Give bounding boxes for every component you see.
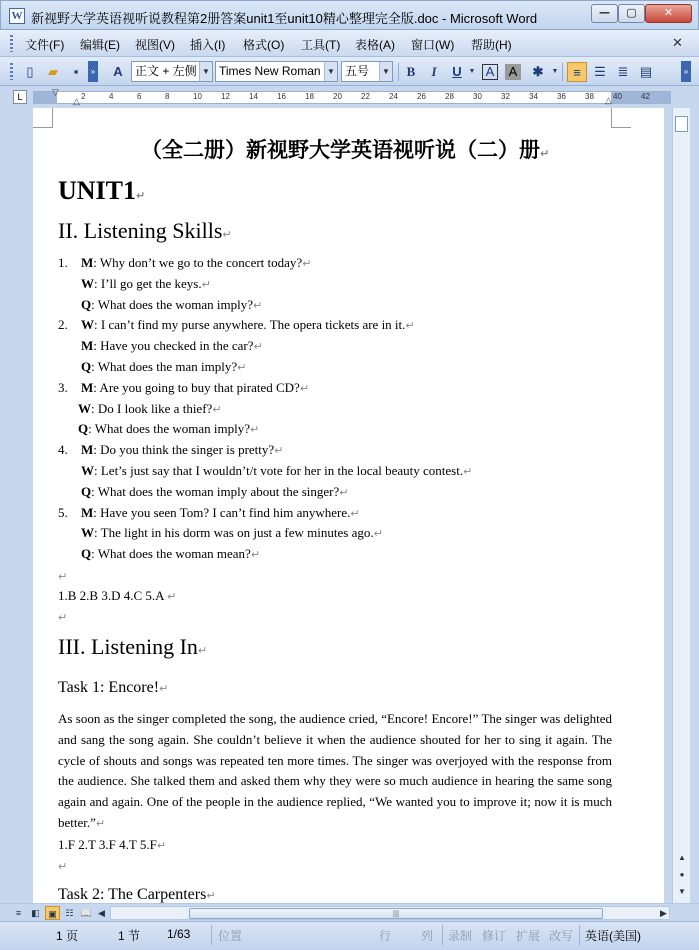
formatting-toolbar: [0, 57, 699, 86]
dialog-number: 5.: [58, 504, 68, 520]
dialog-text: : Do I look like a thief?: [91, 400, 213, 416]
speaker-label: M: [81, 504, 94, 520]
status-record[interactable]: 录制: [448, 929, 473, 943]
toolbar-overflow-chevron-icon[interactable]: »: [681, 61, 691, 82]
vertical-scroll-thumb[interactable]: [675, 116, 688, 132]
close-document-icon[interactable]: ✕: [672, 35, 683, 50]
listening-skills-heading: II. Listening Skills↵: [58, 218, 232, 243]
chevron-down-icon[interactable]: ▼: [199, 62, 212, 81]
maximize-button[interactable]: ▢: [618, 4, 645, 23]
dialog-line: Q: What does the woman imply?↵: [78, 421, 260, 437]
minimize-button[interactable]: —: [591, 4, 618, 23]
ruler-tick-label: 20: [333, 92, 342, 101]
underline-dropdown-icon[interactable]: ▼: [468, 68, 476, 75]
outline-view-icon[interactable]: ☷: [65, 908, 74, 918]
font-size-value: 五号: [345, 64, 370, 78]
status-line: 行: [379, 929, 392, 943]
title-bar[interactable]: [0, 0, 699, 30]
font-size-combobox[interactable]: [341, 61, 393, 82]
font-value: Times New Roman: [219, 64, 321, 78]
task1-heading: Task 1: Encore!↵: [58, 679, 169, 696]
dialog-line: W: The light in his dorm was on just a few minutes ago.↵: [81, 525, 383, 541]
dialog-line: Q: What does the man imply?↵: [81, 359, 247, 374]
empty-paragraph-mark: ↵: [58, 570, 68, 583]
dialog-number: 4.: [58, 442, 68, 458]
document-title: （全二册）新视野大学英语视听说（二）册↵: [141, 137, 550, 162]
horizontal-scrollbar[interactable]: [110, 906, 670, 920]
speaker-label: M: [81, 442, 94, 458]
speaker-label: Q: [81, 296, 92, 312]
ruler-tick-label: 22: [361, 92, 370, 101]
status-section: 1 节: [118, 929, 141, 943]
status-page-of: 1/63: [167, 927, 191, 941]
word-doc-icon: W: [9, 8, 25, 24]
dialog-line: Q: What does the woman imply about the singer?↵: [81, 483, 349, 499]
speaker-label: Q: [81, 546, 92, 562]
menu-tools[interactable]: 工具(T): [301, 38, 341, 52]
next-page-icon[interactable]: ▼: [678, 887, 686, 896]
dialog-text: : I’ll go get the keys.: [94, 275, 202, 291]
print-layout-icon[interactable]: ▣: [45, 906, 60, 920]
page-corner-mark: [33, 108, 53, 128]
normal-view-icon[interactable]: ≡: [15, 908, 22, 918]
menu-format[interactable]: 格式(O): [243, 38, 285, 52]
dialog-line: M: Have you checked in the car?↵: [81, 338, 263, 354]
vertical-ruler-area: [0, 108, 12, 903]
dialog-text: : Have you seen Tom? I can’t find him anywhere.: [93, 504, 351, 520]
ruler-tick-label: 6: [137, 92, 142, 101]
empty-paragraph-mark: ↵: [58, 860, 68, 873]
ruler-tick-label: 12: [221, 92, 230, 101]
empty-paragraph-mark: ↵: [58, 611, 68, 624]
speaker-label: M: [81, 379, 94, 395]
dialog-line: Q: What does the woman imply?↵: [81, 296, 263, 312]
document-page[interactable]: [33, 108, 664, 903]
toolbar-separator: [562, 63, 563, 81]
speaker-label: Q: [81, 359, 92, 374]
status-position: 位置: [218, 929, 243, 943]
tab-stop-selector[interactable]: L: [13, 90, 27, 104]
chevron-down-icon[interactable]: ▼: [379, 62, 392, 81]
status-page: 1 页: [56, 929, 79, 943]
dialog-text: : The light in his dorm was on just a few minutes ago.: [94, 525, 374, 541]
ruler-tick-label: 26: [417, 92, 426, 101]
dialog-line: W: Let’s just say that I wouldn’t/t vote for her in the local beauty contest.↵: [81, 463, 473, 478]
ruler-tick-label: 18: [305, 92, 314, 101]
dialog-number: 1.: [58, 255, 68, 270]
task2-heading: Task 2: The Carpenters↵: [58, 886, 216, 903]
ruler-tick-label: 36: [557, 92, 566, 101]
close-button[interactable]: ✕: [645, 4, 692, 23]
menu-insert[interactable]: 插入(I): [190, 38, 226, 52]
dialog-number: 2.: [58, 317, 68, 333]
ruler-tick-label: 14: [249, 92, 258, 101]
speaker-label: W: [81, 525, 94, 541]
speaker-label: W: [81, 317, 94, 333]
toolbar-separator: [398, 63, 399, 81]
status-language[interactable]: 英语(美国): [585, 929, 641, 943]
dialog-text: : What does the man imply?: [91, 359, 238, 374]
speaker-label: M: [81, 338, 94, 354]
char-scaling-icon[interactable]: ✱: [532, 64, 544, 79]
horizontal-ruler[interactable]: [33, 91, 671, 104]
status-overtype[interactable]: 改写: [549, 929, 574, 943]
status-bar: [0, 921, 699, 950]
ruler-tick-label: 24: [389, 92, 398, 101]
ruler-tick-label: 30: [473, 92, 482, 101]
hanging-indent-marker-icon[interactable]: △: [73, 96, 80, 106]
menu-help[interactable]: 帮助(H): [471, 38, 512, 52]
dialog-text: : Have you checked in the car?: [93, 338, 254, 354]
reading-view-icon[interactable]: 📖: [80, 908, 93, 918]
menu-view[interactable]: 视图(V): [135, 38, 175, 52]
ruler-bar: [0, 86, 699, 108]
dialog-text: : I can’t find my purse anywhere. The opera tickets are in it.: [94, 317, 406, 333]
italic-button[interactable]: I: [431, 64, 437, 79]
style-value: 正文 + 左侧: [135, 64, 197, 78]
dialog-number: 3.: [58, 379, 68, 395]
char-shading-button[interactable]: A: [505, 64, 521, 80]
dialog-line: W: I’ll go get the keys.↵: [81, 275, 211, 291]
toolbar-overflow-chevron-icon[interactable]: »: [88, 61, 98, 82]
answers-line: 1.B 2.B 3.D 4.C 5.A ↵: [58, 588, 177, 603]
ruler-tick-label: 4: [109, 92, 114, 101]
horizontal-scroll-thumb[interactable]: |||: [189, 908, 603, 919]
underline-button[interactable]: U: [452, 64, 462, 79]
ruler-tick-label: 28: [445, 92, 454, 101]
ruler-tick-label: 34: [529, 92, 538, 101]
status-track-changes[interactable]: 修订: [482, 929, 507, 943]
font-combobox[interactable]: [215, 61, 338, 82]
window-title: 新视野大学英语视听说教程第2册答案unit1至unit10精心整理完全版.doc - Microsoft Word: [31, 11, 538, 26]
menu-bar: [0, 30, 699, 57]
char-scaling-dropdown-icon[interactable]: ▼: [551, 68, 559, 75]
open-folder-icon[interactable]: ▰: [48, 64, 58, 79]
menu-file[interactable]: 文件(F): [25, 38, 65, 52]
dialog-line: M: Are you going to buy that pirated CD?↵: [81, 379, 310, 395]
status-separator: [442, 925, 443, 945]
vertical-scrollbar[interactable]: [672, 108, 690, 903]
char-border-button[interactable]: A: [482, 64, 498, 80]
task1-paragraph: As soon as the singer completed the song, the audience cried, “Encore! Encore!” The singer was delighted and sang the song again. She couldn’t believe it when the audience shouted for her to sing it again. The cycle of shouts and songs was repeated ten more times. The singer was overjoyed with the response from the audience. She talked them and asked them why they were so much audience in hearing the same song again and again. One of the people in the audience replied, “We wanted you to improve it; now it is much better.”↵: [58, 711, 612, 830]
speaker-label: W: [81, 275, 94, 291]
style-combobox[interactable]: [131, 61, 213, 82]
menu-window[interactable]: 窗口(W): [411, 38, 455, 52]
align-center-icon[interactable]: ☰: [594, 64, 606, 79]
menu-table[interactable]: 表格(A): [355, 38, 395, 52]
first-line-indent-marker-icon[interactable]: ▽: [52, 87, 59, 97]
ruler-tick-label: 40: [613, 92, 622, 101]
dialog-line: W: I can’t find my purse anywhere. The opera tickets are in it.↵: [81, 317, 415, 333]
right-indent-marker-icon[interactable]: △: [605, 95, 612, 105]
dialog-line: M: Have you seen Tom? I can’t find him anywhere.↵: [81, 504, 360, 520]
horizontal-scrollbar-area: [0, 903, 699, 921]
ruler-tick-label: 42: [641, 92, 650, 101]
dialog-line: M: Why don’t we go to the concert today?↵: [81, 255, 312, 270]
styles-formatting-icon[interactable]: A: [113, 64, 123, 79]
distributed-align-icon[interactable]: ▤: [639, 64, 653, 79]
unit-heading: UNIT1↵: [58, 176, 146, 205]
align-right-icon[interactable]: ≣: [617, 64, 629, 79]
ruler-tick-label: 8: [165, 92, 170, 101]
listening-in-heading: III. Listening In↵: [58, 634, 208, 659]
speaker-label: W: [81, 463, 94, 478]
align-justify-button[interactable]: ≡: [567, 62, 587, 82]
dialog-line: Q: What does the woman mean?↵: [81, 546, 261, 562]
status-separator: [579, 925, 580, 945]
dialog-text: : Let’s just say that I wouldn’t/t vote for her in the local beauty contest.: [94, 463, 464, 478]
ruler-tick-label: 10: [193, 92, 202, 101]
status-separator: [211, 925, 212, 945]
dialog-text: : Do you think the singer is pretty?: [93, 442, 275, 458]
select-browse-object-icon[interactable]: ●: [679, 870, 685, 879]
speaker-label: W: [78, 400, 91, 416]
speaker-label: Q: [81, 483, 92, 499]
dialog-text: : What does the woman imply about the singer?: [91, 483, 340, 499]
answers-line: 1.F 2.T 3.F 4.T 5.F↵: [58, 837, 167, 852]
menu-edit[interactable]: 编辑(E): [80, 38, 120, 52]
dialog-text: : What does the woman mean?: [91, 546, 251, 562]
new-document-icon[interactable]: ▯: [26, 64, 34, 79]
chevron-down-icon[interactable]: ▼: [324, 62, 337, 81]
ruler-tick-label: 38: [585, 92, 594, 101]
bold-button[interactable]: B: [406, 64, 416, 79]
ruler-tick-label: 2: [81, 92, 86, 101]
page-corner-mark: [611, 108, 631, 128]
ruler-tick-label: 32: [501, 92, 510, 101]
dialog-text: : What does the woman imply?: [88, 421, 250, 437]
speaker-label: Q: [78, 421, 89, 437]
status-extend[interactable]: 扩展: [516, 929, 541, 943]
dialog-text: : Are you going to buy that pirated CD?: [93, 379, 300, 395]
save-icon[interactable]: ▪: [73, 64, 79, 79]
dialog-line: W: Do I look like a thief?↵: [78, 400, 222, 416]
dialog-text: : What does the woman imply?: [91, 296, 253, 312]
speaker-label: M: [81, 255, 94, 270]
menubar-grip[interactable]: [10, 35, 13, 52]
scroll-left-icon[interactable]: ◀: [98, 908, 105, 918]
status-column: 列: [421, 929, 434, 943]
previous-page-icon[interactable]: ▲: [678, 853, 686, 862]
scroll-right-icon[interactable]: ▶: [660, 908, 667, 918]
web-view-icon[interactable]: ◧: [31, 908, 40, 918]
toolbar-grip[interactable]: [10, 63, 13, 80]
dialog-line: M: Do you think the singer is pretty?↵: [81, 442, 284, 458]
ruler-tick-label: 16: [277, 92, 286, 101]
dialog-text: : Why don’t we go to the concert today?: [93, 255, 303, 270]
